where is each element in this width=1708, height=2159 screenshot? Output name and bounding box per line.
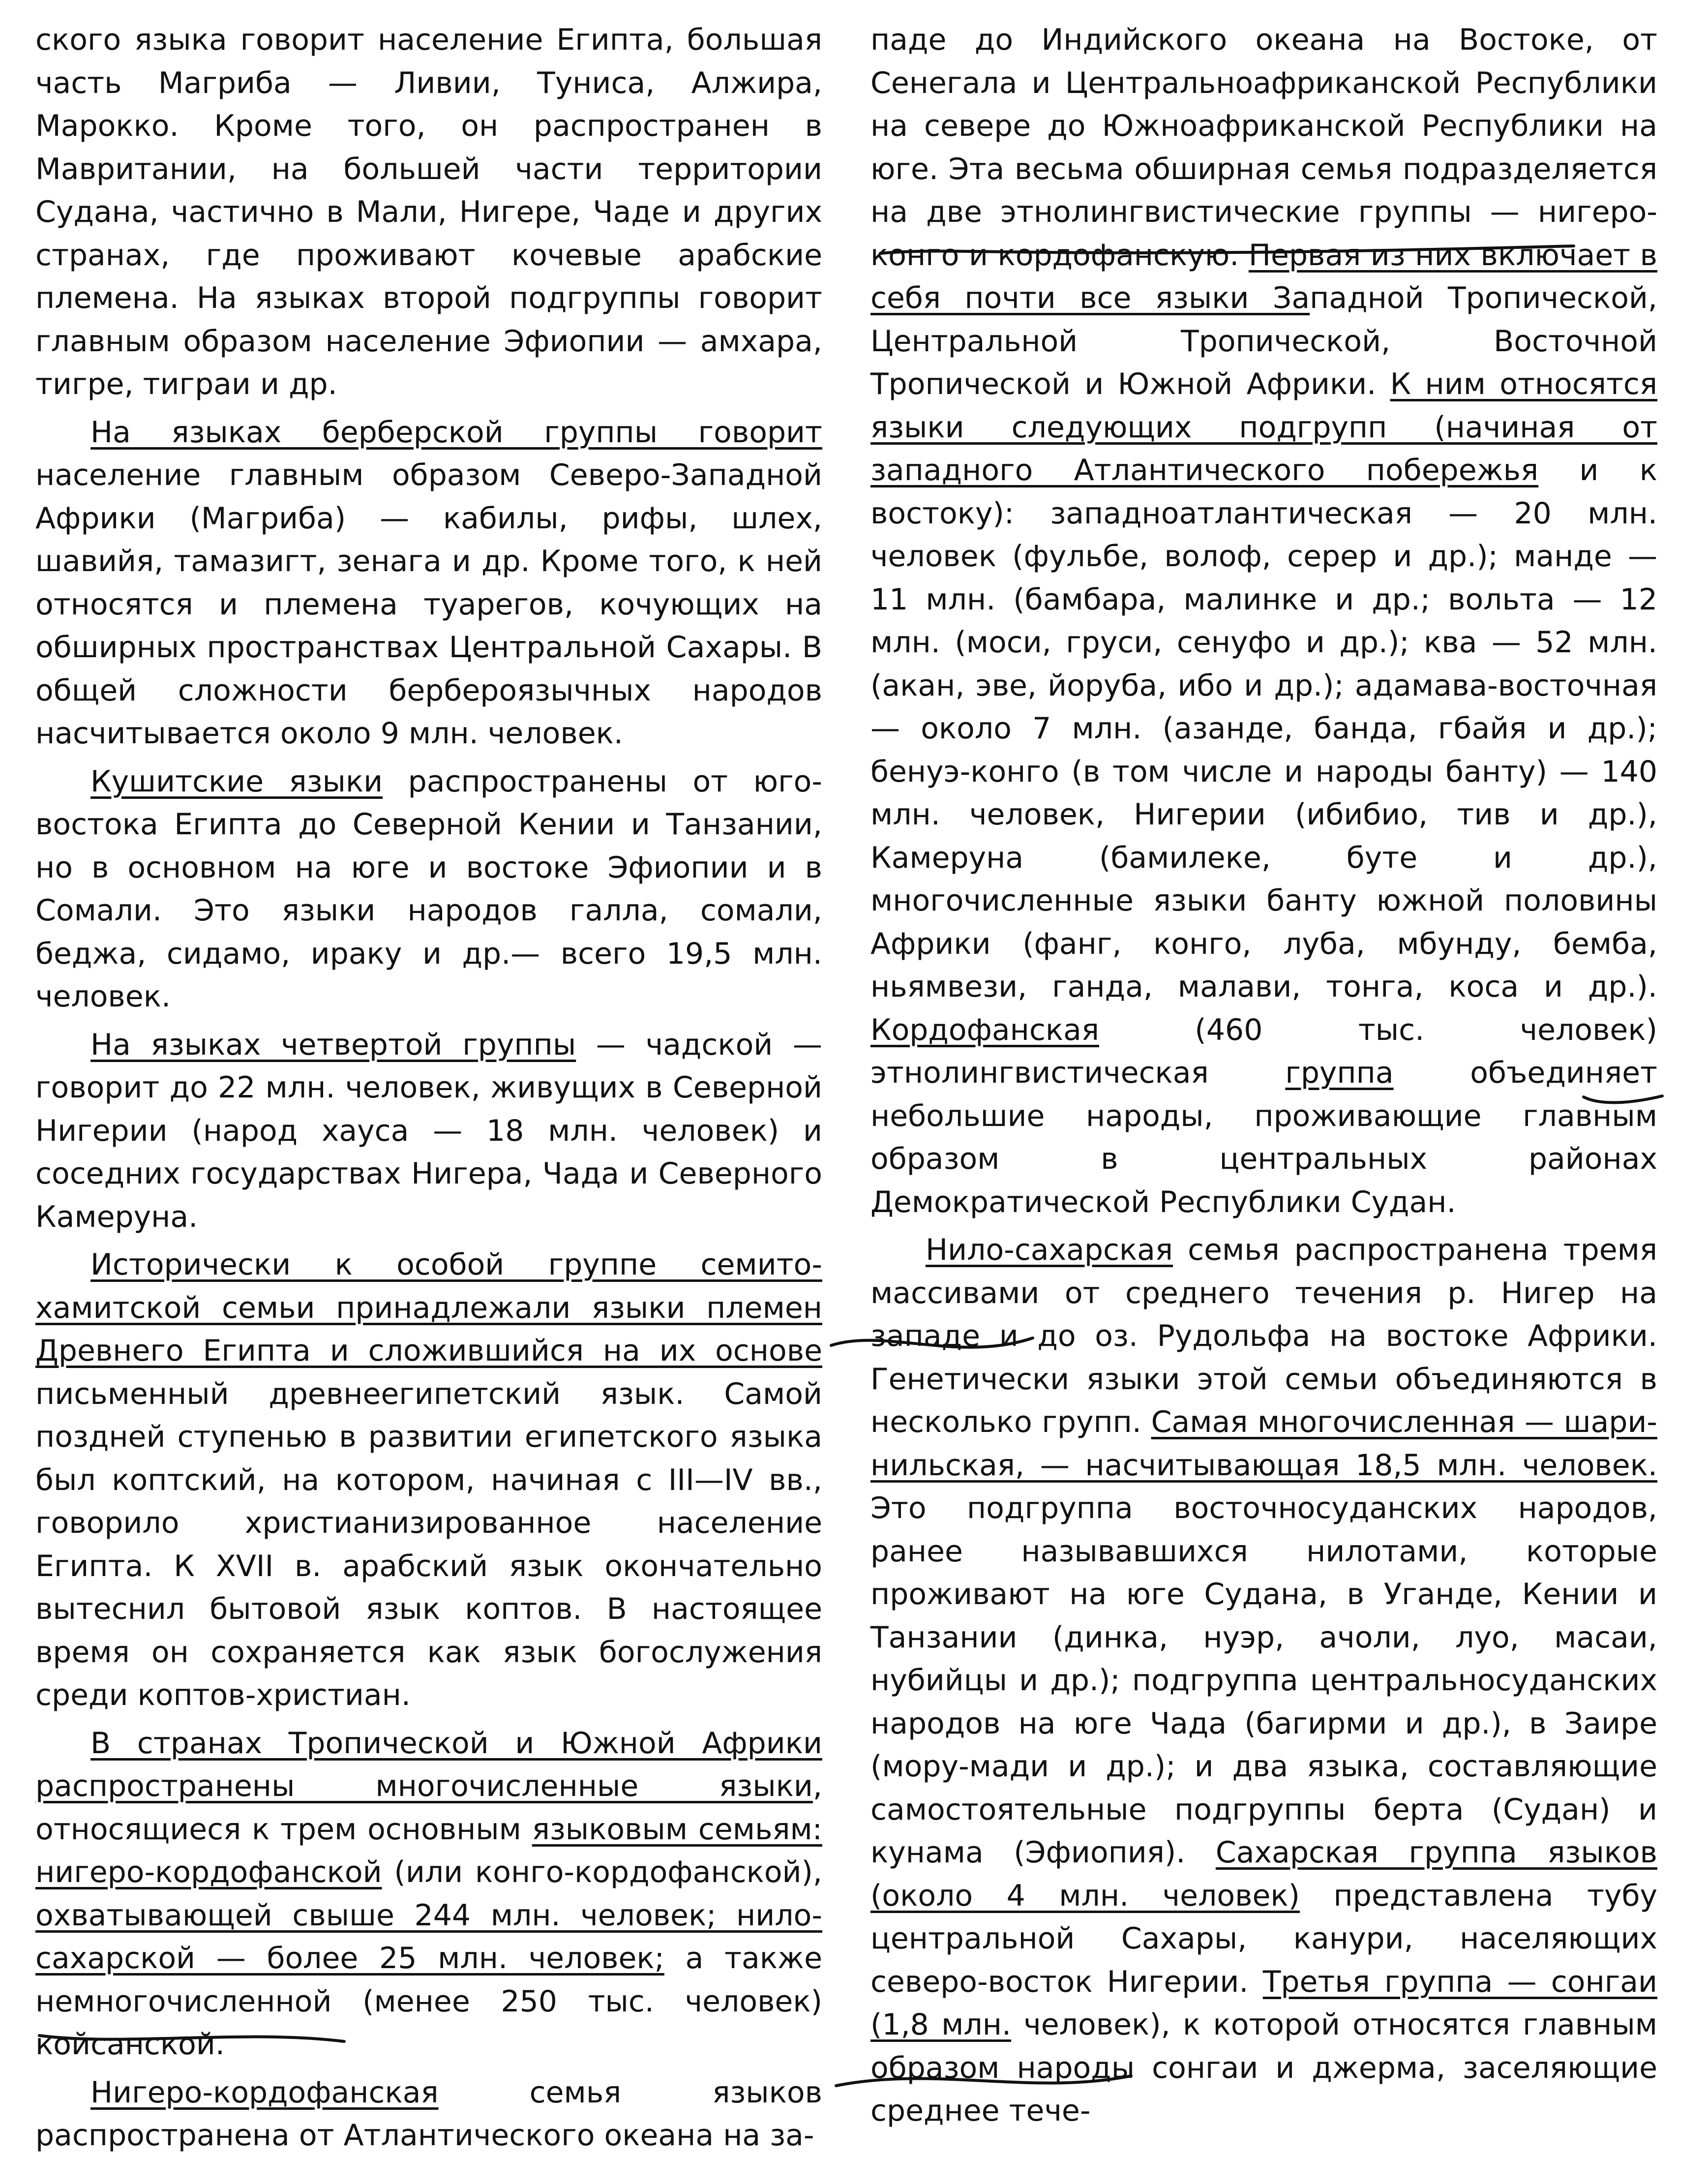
paragraph: [35, 760, 822, 1019]
text-segment: ского языка говорит население Египта, большая часть Магриба — Ливии, Туниса, Алжира, Марокко. Кроме того, он распространен в Мавритании, на большей части территории Судана, частично в Мали, Нигере, Чаде и других странах, где проживают кочевые арабские племена. На языках второй подгруппы говорит главным образом население Эфиопии — амхара, тигре, тиграи и др.: [35, 23, 822, 401]
underlined-text: Нигеро-кордофанская: [90, 2075, 439, 2110]
text-segment: а также немногочисленной (менее 250 тыс. человек) койсанской.: [35, 1941, 822, 2062]
underlined-text: На языках берберской группы говорит: [90, 415, 822, 450]
text-segment: (или конго-кордофанской),: [382, 1855, 822, 1889]
underlined-text: нигеро-кордофанской: [35, 1855, 382, 1889]
paragraph: [870, 19, 1657, 1224]
paragraph: [35, 1722, 822, 2067]
paragraph: [35, 19, 822, 406]
text-segment: Это подгруппа восточносуданских народов, ранее называвшихся нилотами, которые проживают на юге Судана, в Уганде, Кении и Танзании (динка, нуэр, ачоли, луо, масаи, нубийцы и др.); подгруппа центральносуданских народов на юге Чада (багирми и др.), в Заире (мору-мади и др.); и два языка, составляющие самостоятельные подгруппы берта (Судан) и кунама (Эфиопия).: [870, 1491, 1657, 1870]
underlined-text: Третья группа — сонгаи (1,8 млн.: [870, 1964, 1658, 2042]
text-segment: (460 тыс. человек) этнолингвистическая: [870, 1012, 1657, 1090]
text-segment: распространены от юго-востока Египта до Северной Кении и Танзании, но в основном на юге и востоке Эфиопии и в Сомали. Это языки народов галла, сомали, беджа, сидамо, ираку и др.— всего 19,5 млн. человек.: [35, 764, 822, 1014]
paragraph: [35, 2071, 822, 2158]
underlined-text: К ним относятся языки следующих подгрупп (начиная от западного Атлантического побережья: [870, 367, 1657, 487]
underlined-text: языковым семьям:: [532, 1812, 822, 1847]
text-segment: человек), к которой относятся главным образом народы сонгаи и джерма, заселяющие среднее тече-: [870, 2007, 1657, 2128]
text-segment: письменный древнеегипетский язык. Самой поздней ступенью в развитии египетского языка был коптский, на котором, начиная с III—IV вв., говорило христианизированное население Египта. К XVII в. арабский язык окончательно вытеснил бытовой язык коптов. В настоящее время он сохраняется как язык богослужения среди коптов-христиан.: [35, 1376, 822, 1712]
underlined-text: В странах Тропической и Южной Африки распространены многочисленные языки: [35, 1726, 822, 1803]
underlined-text: Кушитские языки: [90, 764, 383, 799]
paragraph: [35, 1244, 822, 1717]
left-column: [35, 19, 822, 2158]
text-segment: паде до Индийского океана на Востоке, от Сенегала и Центральноафриканской Республики на севере до Южноафриканской Республики на юге. Эта весьма обширная семья подразделяется на две этнолингвистические группы — нигеро-конго и кордофанскую.: [870, 23, 1657, 273]
underlined-text: На языках четвертой группы: [90, 1027, 576, 1062]
underlined-text: охватывающей свыше 244 млн. человек; нило-сахарской — более 25 млн. человек;: [35, 1898, 822, 1976]
text-segment: представлена тубу центральной Сахары, канури, населяющих северо-восток Нигерии.: [870, 1878, 1657, 1999]
paragraph: [35, 411, 822, 756]
underlined-text: Первая из них включает в себя почти все языки За: [870, 238, 1657, 315]
underlined-text: Сахарская группа языков (около 4 млн. человек): [870, 1835, 1657, 1913]
right-column: [870, 19, 1657, 2133]
underlined-text: Исторически к особой группе семито-хамитской семьи принадлежали языки племен Древнего Египта и сложившийся на их основе: [35, 1247, 822, 1368]
underlined-text: Самая многочисленная — шари-нильская, — насчитывающая 18,5 млн. человек.: [870, 1405, 1657, 1483]
underlined-text: Кордофанская: [870, 1012, 1099, 1047]
underlined-text: Нило-сахарская: [926, 1233, 1173, 1267]
text-segment: семья языков распространена от Атлантического океана на за-: [35, 2075, 822, 2153]
text-segment: — чадской — говорит до 22 млн. человек, живущих в Северной Нигерии (народ хауса — 18 млн. человек) и соседних государствах Нигера, Чада и Северного Камеруна.: [35, 1027, 822, 1234]
text-segment: , относящиеся к трем основным: [35, 1769, 822, 1847]
text-segment: объединяет небольшие народы, проживающие главным образом в центральных районах Демократической Республики Судан.: [870, 1056, 1657, 1219]
paragraph: [870, 1229, 1657, 2133]
text-segment: население главным образом Северо-Западной Африки (Магриба) — кабилы, рифы, шлех, шавийя, тамазигт, зенага и др. Кроме того, к ней относятся и племена туарегов, кочующих на обширных пространствах Центральной Сахары. В общей сложности берберoязычных народов насчитывается около 9 млн. человек.: [35, 458, 822, 751]
underlined-text: группа: [1285, 1056, 1394, 1090]
text-segment: семья распространена тремя массивами от среднего течения р. Нигер на западе и до оз. Рудольфа на востоке Африки. Генетически языки этой семьи объединяются в несколько групп.: [870, 1233, 1657, 1439]
text-segment: и к востоку): западноатлантическая — 20 млн. человек (фульбе, волоф, серер и др.); манде — 11 млн. (бамбара, малинке и др.; вольта — 12 млн. (моси, груси, сенуфо и др.); ква — 52 млн. (акан, эве, йоруба, ибо и др.); адамава-восточная — около 7 млн. (азанде, банда, гбайя и др.); бенуэ-конго (в том числе и народы банту) — 140 млн. человек, Нигерии (ибибио, тив и др.), Камеруна (бамилеке, буте и др.), многочисленные языки банту южной половины Африки (фанг, конго, луба, мбунду, бемба, ньямвези, ганда, малави, тонга, коса и др.).: [870, 453, 1657, 1004]
paragraph: [35, 1024, 822, 1239]
text-segment: падной Тропической, Центральной Тропической, Восточной Тропической и Южной Африки.: [870, 281, 1657, 401]
